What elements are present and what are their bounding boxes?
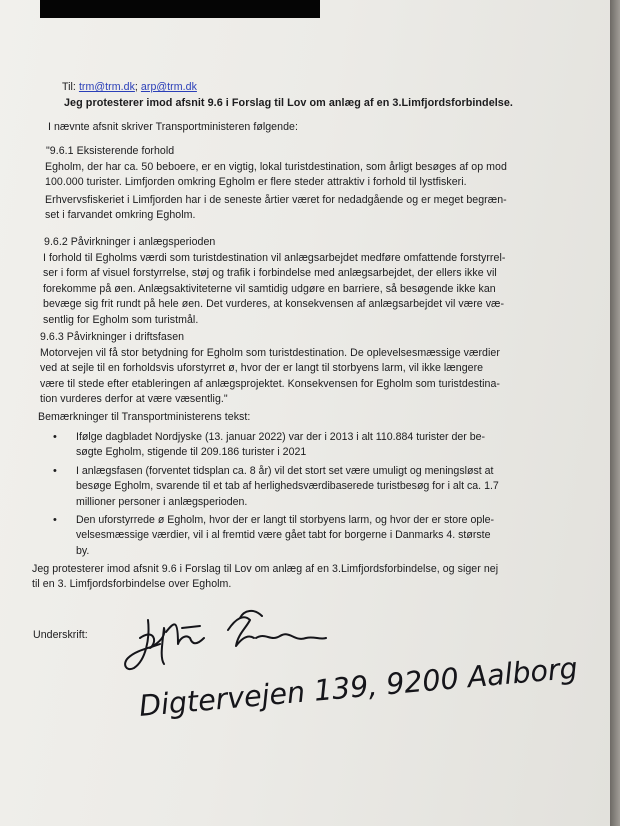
text-line: ved at sejle til en forholdsvis uforstyrret ø, hvor der er langt til storbyens larm, vil ikke længere [40,362,484,375]
text-line: velsesmæssige værdier, vil i al fremtid være gået tabt for borgerne i Danmarks 4. største [76,529,491,542]
text-line: søgte Egholm, stigende til 209.186 turister i 2021 [76,446,307,459]
handwritten-signature [120,598,610,738]
section-961-title: "9.6.1 Eksisterende forhold [46,145,175,157]
text-line: til en 3. Limfjordsforbindelse over Egholm. [32,578,232,591]
bullet-point: • [53,514,57,527]
text-line: tion vurderes derfor at være væsentlig." [40,393,228,406]
email-link-arp[interactable]: arp@trm.dk [140,81,197,93]
desk-background [610,0,620,826]
redaction-bar [40,0,320,18]
text-line: set i farvandet omkring Egholm. [45,209,196,222]
bullet-point: • [53,464,57,477]
text-line: I forhold til Egholms værdi som turistdestination vil anlægsarbejdet medføre omfattende forstyrrel- [43,252,506,264]
text-line: by. [76,544,90,557]
email-separator: ; [134,81,138,93]
section-963-title: 9.6.3 Påvirkninger i driftsfasen [40,331,185,343]
text-line: sentlig for Egholm som turistmål. [43,313,199,326]
text-line: Jeg protesterer imod afsnit 9.6 i Forslag til Lov om anlæg af en 3.Limfjordsforbindelse, og siger nej [32,563,499,575]
section-962-title: 9.6.2 Påvirkninger i anlægsperioden [44,236,216,248]
text-line: bevæge sig frit rundt på hele øen. Det vurderes, at konsekvensen af anlægsarbejdet vil være væ- [43,298,505,311]
text-line: forekomme på øen. Anlægsaktiviteterne vil samtidig udgøre en barriere, så besøgende ikke kan [43,282,496,295]
list-item [53,513,499,559]
section-961-paragraph-2 [45,193,507,224]
text-line: millioner personer i anlægsperioden. [76,495,248,508]
text-line: Motorvejen vil få stor betydning for Egholm som turistdestination. De oplevelsesmæssige værdier [40,347,500,359]
text-line: besøge Egholm, svarende til et tab af herlighedsværdibaserede turistbesøg for i alt ca. 1.7 [76,480,499,493]
text-line: ser i form af visuel forstyrrelse, støj og trafik i forbindelse med anlægsarbejdet, der ellers ikke vil [43,267,497,280]
text-line: I anlægsfasen (forventet tidsplan ca. 8 år) vil det stort set være umuligt og meningsløst at [76,464,494,477]
letter-heading: Jeg protesterer imod afsnit 9.6 i Forslag til Lov om anlæg af en 3.Limfjordsforbindelse. [64,97,513,109]
handwritten-address-text: Digtervejen 139, 9200 Aalborg [137,650,587,723]
intro-text: I nævnte afsnit skriver Transportministeren følgende: [48,121,298,133]
signature-label: Underskrift: [33,629,88,641]
text-line: Erhvervsfiskeriet i Limfjorden har i de seneste årtier været for nedadgående og er meget begræn- [45,194,507,206]
remarks-list [53,430,499,562]
text-line: Ifølge dagbladet Nordjyske (13. januar 2022) var der i 2013 i alt 110.884 turister der be- [76,431,486,443]
handwritten-address [137,650,587,723]
email-link-trm[interactable]: trm@trm.dk [78,81,135,93]
text-line: 100.000 turister. Limfjorden omkring Egholm er flere steder attraktiv i forhold til lystfiskeri. [45,176,467,189]
remarks-title: Bemærkninger til Transportministerens tekst: [38,411,251,423]
bullet-point: • [53,431,57,443]
closing-statement [32,562,498,593]
recipient-label: Til: [62,81,76,93]
section-961-paragraph-1 [45,160,507,191]
recipient-line [62,80,197,95]
text-line: Den uforstyrrede ø Egholm, hvor der er langt til storbyens larm, og hvor der er store ople- [76,514,495,527]
list-item [53,430,499,461]
text-line: være til stede efter etableringen af anlægsprojektet. Konsekvensen for Egholm som turistdestina- [40,377,500,390]
list-item [53,464,499,510]
section-962-paragraph [43,251,505,328]
section-963-paragraph [40,346,500,408]
text-line: Egholm, der har ca. 50 beboere, er en vigtig, lokal turistdestination, som årligt besøges af op mod [45,161,507,173]
